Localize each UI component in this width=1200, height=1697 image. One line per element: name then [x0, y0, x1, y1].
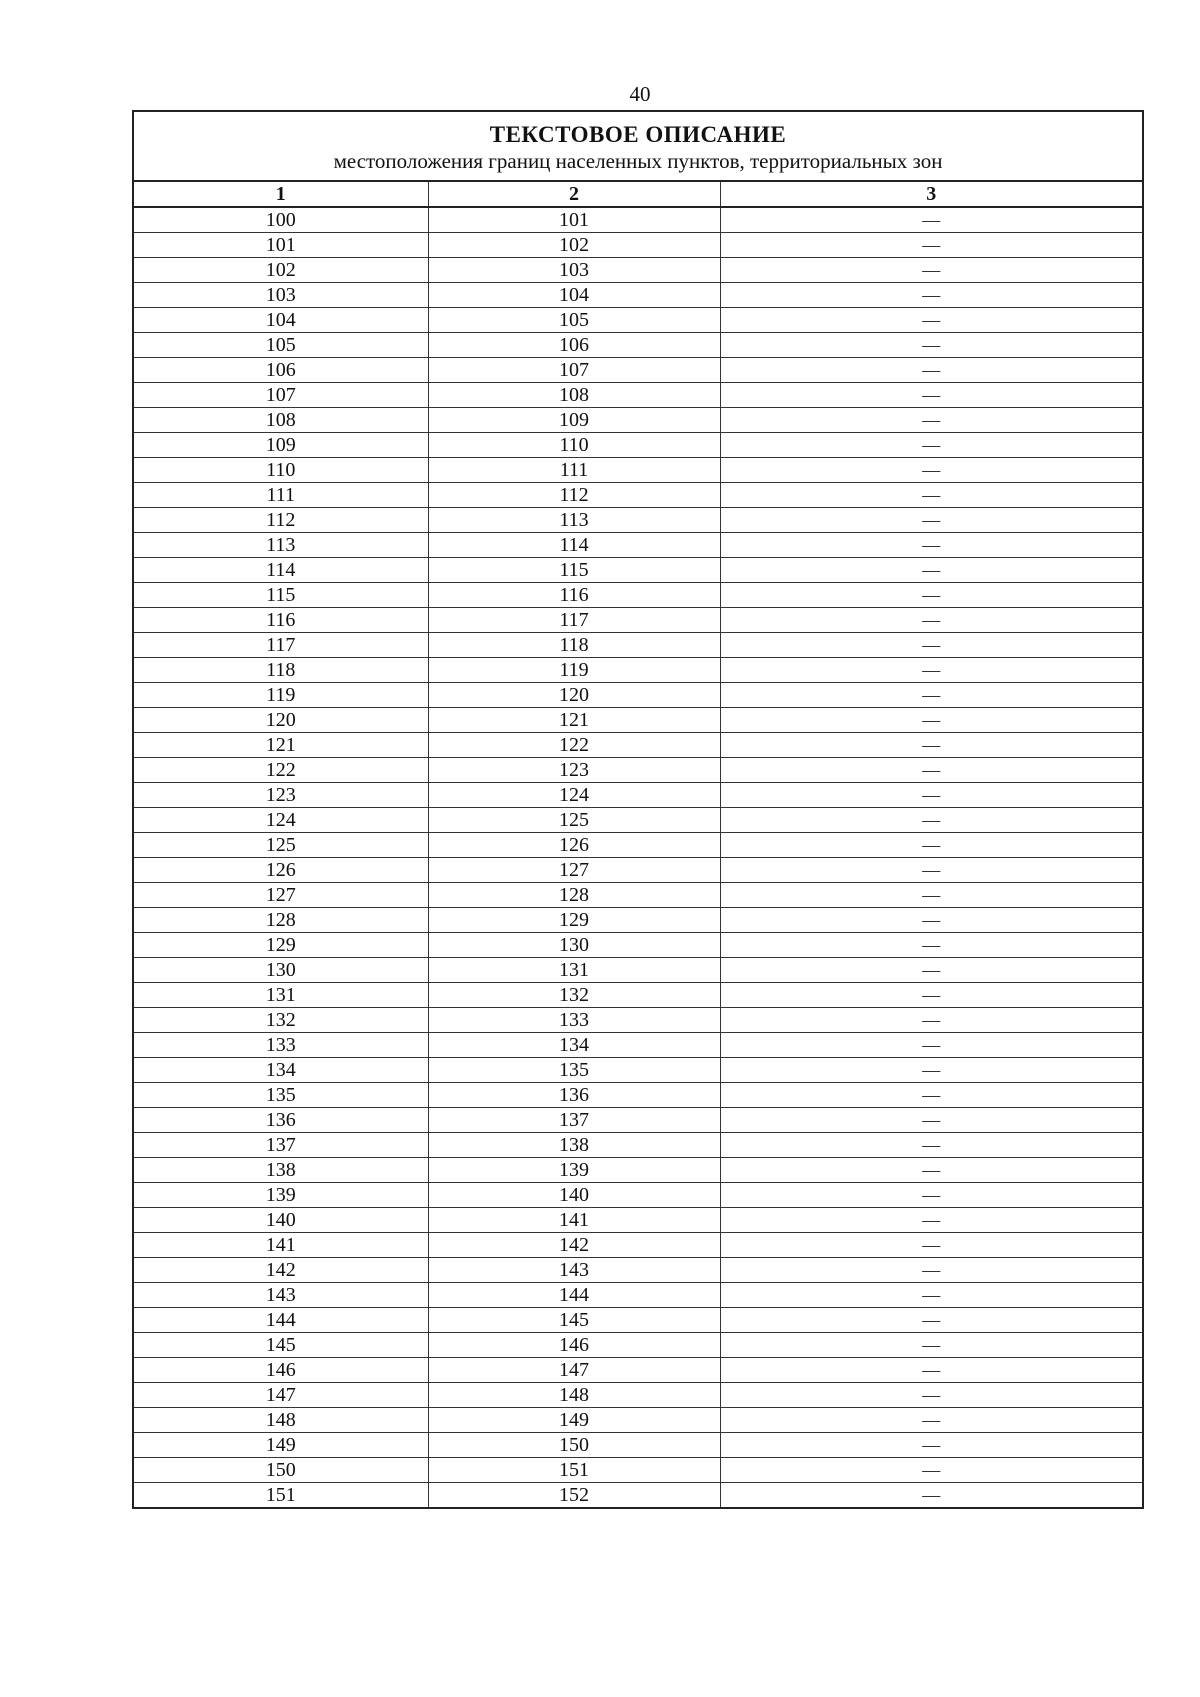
table-cell-col-3: —: [720, 1208, 1142, 1233]
table-cell-col-2: 141: [428, 1208, 720, 1233]
table-cell-col-2: 122: [428, 733, 720, 758]
table-cell-col-3: —: [720, 1483, 1142, 1508]
table-cell-col-3: —: [720, 1083, 1142, 1108]
table-cell-col-3: —: [720, 1433, 1142, 1458]
table-row: [134, 808, 1142, 833]
table-row: [134, 1033, 1142, 1058]
table-row: [134, 758, 1142, 783]
table-cell-col-2: 143: [428, 1258, 720, 1283]
table-cell-col-3: —: [720, 358, 1142, 383]
table-cell-col-2: 151: [428, 1458, 720, 1483]
table-cell-col-1: 137: [134, 1133, 428, 1158]
table-cell-col-3: —: [720, 1333, 1142, 1358]
table-cell-col-2: 137: [428, 1108, 720, 1133]
table-cell-col-1: 142: [134, 1258, 428, 1283]
table-cell-col-1: 145: [134, 1333, 428, 1358]
table-cell-col-2: 146: [428, 1333, 720, 1358]
table-cell-col-2: 117: [428, 608, 720, 633]
table-cell-col-1: 132: [134, 1008, 428, 1033]
table-cell-col-1: 150: [134, 1458, 428, 1483]
table-cell-col-1: 106: [134, 358, 428, 383]
table-cell-col-2: 110: [428, 433, 720, 458]
table-cell-col-2: 130: [428, 933, 720, 958]
table-cell-col-2: 109: [428, 408, 720, 433]
table-cell-col-1: 125: [134, 833, 428, 858]
table-row: [134, 1133, 1142, 1158]
coordinates-table: [134, 182, 1142, 1507]
table-cell-col-1: 114: [134, 558, 428, 583]
table-cell-col-2: 144: [428, 1283, 720, 1308]
table-cell-col-1: 124: [134, 808, 428, 833]
table-cell-col-2: 112: [428, 483, 720, 508]
table-cell-col-2: 142: [428, 1233, 720, 1258]
table-cell-col-2: 124: [428, 783, 720, 808]
table-row: [134, 1058, 1142, 1083]
table-cell-col-2: 150: [428, 1433, 720, 1458]
table-row: [134, 433, 1142, 458]
table-row: [134, 883, 1142, 908]
table-cell-col-1: 113: [134, 533, 428, 558]
table-cell-col-1: 121: [134, 733, 428, 758]
table-cell-col-1: 131: [134, 983, 428, 1008]
table-cell-col-2: 111: [428, 458, 720, 483]
table-row: [134, 1408, 1142, 1433]
table-cell-col-3: —: [720, 758, 1142, 783]
table-cell-col-1: 147: [134, 1383, 428, 1408]
table-cell-col-1: 100: [134, 207, 428, 233]
table-row: [134, 1308, 1142, 1333]
table-cell-col-3: —: [720, 258, 1142, 283]
table-row: [134, 1183, 1142, 1208]
table-cell-col-1: 143: [134, 1283, 428, 1308]
table-cell-col-2: 104: [428, 283, 720, 308]
table-cell-col-2: 113: [428, 508, 720, 533]
table-row: [134, 483, 1142, 508]
table-cell-col-3: —: [720, 1283, 1142, 1308]
table-row: [134, 633, 1142, 658]
table-cell-col-3: —: [720, 207, 1142, 233]
table-cell-col-2: 115: [428, 558, 720, 583]
table-cell-col-3: —: [720, 708, 1142, 733]
table-cell-col-3: —: [720, 1358, 1142, 1383]
table-cell-col-2: 129: [428, 908, 720, 933]
table-cell-col-3: —: [720, 633, 1142, 658]
table-cell-col-3: —: [720, 1058, 1142, 1083]
table-cell-col-1: 134: [134, 1058, 428, 1083]
table-cell-col-1: 148: [134, 1408, 428, 1433]
table-cell-col-2: 133: [428, 1008, 720, 1033]
table-cell-col-3: —: [720, 783, 1142, 808]
table-cell-col-1: 116: [134, 608, 428, 633]
table-cell-col-3: —: [720, 683, 1142, 708]
table-cell-col-3: —: [720, 1008, 1142, 1033]
table-row: [134, 1483, 1142, 1508]
table-row: [134, 1433, 1142, 1458]
table-cell-col-2: 140: [428, 1183, 720, 1208]
table-cell-col-3: —: [720, 408, 1142, 433]
table-cell-col-1: 136: [134, 1108, 428, 1133]
table-cell-col-3: —: [720, 983, 1142, 1008]
table-row: [134, 358, 1142, 383]
table-body: [134, 207, 1142, 1507]
table-row: [134, 1008, 1142, 1033]
table-row: [134, 283, 1142, 308]
page-number: 40: [629, 82, 651, 106]
table-cell-col-3: —: [720, 308, 1142, 333]
table-cell-col-3: —: [720, 533, 1142, 558]
table-cell-col-3: —: [720, 583, 1142, 608]
table-cell-col-1: 126: [134, 858, 428, 883]
table-cell-col-3: —: [720, 733, 1142, 758]
document-subtitle: местоположения границ населенных пунктов, территориальных зон: [333, 149, 943, 173]
table-cell-col-2: 149: [428, 1408, 720, 1433]
table-cell-col-2: 103: [428, 258, 720, 283]
table-cell-col-2: 152: [428, 1483, 720, 1508]
table-cell-col-2: 136: [428, 1083, 720, 1108]
table-cell-col-3: —: [720, 1258, 1142, 1283]
table-cell-col-1: 138: [134, 1158, 428, 1183]
table-cell-col-1: 129: [134, 933, 428, 958]
table-row: [134, 558, 1142, 583]
table-cell-col-3: —: [720, 1308, 1142, 1333]
table-cell-col-1: 118: [134, 658, 428, 683]
table-cell-col-2: 148: [428, 1383, 720, 1408]
table-cell-col-3: —: [720, 508, 1142, 533]
table-cell-col-3: —: [720, 1183, 1142, 1208]
table-cell-col-3: —: [720, 933, 1142, 958]
table-cell-col-1: 101: [134, 233, 428, 258]
table-cell-col-1: 107: [134, 383, 428, 408]
table-cell-col-3: —: [720, 283, 1142, 308]
table-row: [134, 1158, 1142, 1183]
table-row: [134, 1458, 1142, 1483]
table-cell-col-1: 112: [134, 508, 428, 533]
table-cell-col-3: —: [720, 333, 1142, 358]
table-row: [134, 583, 1142, 608]
table-cell-col-1: 127: [134, 883, 428, 908]
table-row: [134, 733, 1142, 758]
table-cell-col-3: —: [720, 558, 1142, 583]
table-cell-col-2: 145: [428, 1308, 720, 1333]
table-row: [134, 708, 1142, 733]
table-cell-col-3: —: [720, 1408, 1142, 1433]
table-cell-col-1: 102: [134, 258, 428, 283]
table-row: [134, 258, 1142, 283]
table-cell-col-2: 128: [428, 883, 720, 908]
table-row: [134, 333, 1142, 358]
table-cell-col-1: 110: [134, 458, 428, 483]
table-row: [134, 207, 1142, 233]
table-cell-col-1: 115: [134, 583, 428, 608]
table-cell-col-2: 108: [428, 383, 720, 408]
table-cell-col-2: 123: [428, 758, 720, 783]
column-header-row: [134, 182, 1142, 207]
table-cell-col-3: —: [720, 808, 1142, 833]
table-cell-col-2: 114: [428, 533, 720, 558]
table-row: [134, 458, 1142, 483]
table-cell-col-3: —: [720, 433, 1142, 458]
table-cell-col-3: —: [720, 1458, 1142, 1483]
table-cell-col-2: 125: [428, 808, 720, 833]
table-row: [134, 1358, 1142, 1383]
table-cell-col-2: 132: [428, 983, 720, 1008]
table-row: [134, 233, 1142, 258]
table-cell-col-2: 102: [428, 233, 720, 258]
table-row: [134, 1383, 1142, 1408]
table-cell-col-2: 138: [428, 1133, 720, 1158]
table-cell-col-2: 134: [428, 1033, 720, 1058]
table-row: [134, 1083, 1142, 1108]
table-cell-col-2: 126: [428, 833, 720, 858]
table-cell-col-3: —: [720, 1233, 1142, 1258]
table-cell-col-1: 151: [265, 1484, 296, 1507]
table-cell-col-3: —: [720, 658, 1142, 683]
table-cell-col-3: —: [720, 383, 1142, 408]
table-row: [134, 1108, 1142, 1133]
table-cell-col-3: —: [720, 608, 1142, 633]
table-header-block: [134, 112, 1142, 182]
table-row: [134, 683, 1142, 708]
table-cell-col-1: 140: [134, 1208, 428, 1233]
table-row: [134, 833, 1142, 858]
table-cell-col-1: 122: [134, 758, 428, 783]
table-cell-col-1: 135: [134, 1083, 428, 1108]
table-cell-col-1: 123: [134, 783, 428, 808]
table-cell-col-3: —: [720, 483, 1142, 508]
table-cell-col-1: 130: [134, 958, 428, 983]
table-cell-col-1: 119: [134, 683, 428, 708]
table-row: [134, 408, 1142, 433]
table-cell-col-3: —: [720, 1158, 1142, 1183]
table-cell-col-2: 118: [428, 633, 720, 658]
table-cell-col-2: 105: [428, 308, 720, 333]
table-cell-col-3: —: [720, 908, 1142, 933]
table-cell-col-3: —: [720, 1033, 1142, 1058]
table-cell-col-1: 149: [134, 1433, 428, 1458]
table-cell-col-3: —: [720, 1108, 1142, 1133]
table-cell-col-3: —: [720, 233, 1142, 258]
table-cell-col-3: —: [720, 858, 1142, 883]
table-cell-col-2: 147: [428, 1358, 720, 1383]
table-row: [134, 1233, 1142, 1258]
table-cell-col-1: 108: [134, 408, 428, 433]
table-row: [134, 1258, 1142, 1283]
table-cell-col-2: 119: [428, 658, 720, 683]
table-cell-col-2: 107: [428, 358, 720, 383]
table-cell-col-3: —: [720, 1383, 1142, 1408]
table-cell-col-1: 128: [134, 908, 428, 933]
table-cell-col-2: 106: [428, 333, 720, 358]
table-row: [134, 383, 1142, 408]
table-cell-col-2: 121: [428, 708, 720, 733]
table-cell-col-1: 109: [134, 433, 428, 458]
table-cell-col-1: 133: [134, 1033, 428, 1058]
table-cell-col-1: 111: [134, 483, 428, 508]
table-row: [134, 1283, 1142, 1308]
table-cell-col-1: 105: [134, 333, 428, 358]
table-cell-col-2: 131: [428, 958, 720, 983]
table-cell-col-1: 139: [134, 1183, 428, 1208]
table-row: [134, 933, 1142, 958]
table-row: [134, 1333, 1142, 1358]
table-cell-col-1: 146: [134, 1358, 428, 1383]
table-cell-col-2: 101: [428, 207, 720, 233]
table-cell-col-2: 116: [428, 583, 720, 608]
table-cell-col-2: 120: [428, 683, 720, 708]
column-header-1: 1: [134, 182, 428, 207]
column-header-2: 2: [428, 182, 720, 207]
table-cell-col-2: 127: [428, 858, 720, 883]
boundary-description-table: [132, 110, 1144, 1509]
table-cell-col-1: 103: [134, 283, 428, 308]
table-cell-col-3: —: [720, 958, 1142, 983]
table-row: [134, 958, 1142, 983]
table-row: [134, 533, 1142, 558]
table-row: [134, 908, 1142, 933]
table-row: [134, 1208, 1142, 1233]
table-row: [134, 783, 1142, 808]
table-cell-col-3: —: [720, 883, 1142, 908]
table-cell-col-1: 120: [134, 708, 428, 733]
table-cell-col-1: 104: [134, 308, 428, 333]
table-cell-col-3: —: [720, 458, 1142, 483]
table-cell-col-1: 141: [134, 1233, 428, 1258]
table-row: [134, 858, 1142, 883]
table-cell-col-3: —: [720, 833, 1142, 858]
table-row: [134, 608, 1142, 633]
table-cell-col-2: 139: [428, 1158, 720, 1183]
table-cell-col-1: 117: [134, 633, 428, 658]
table-row: [134, 658, 1142, 683]
table-cell-col-2: 135: [428, 1058, 720, 1083]
table-row: [134, 508, 1142, 533]
table-cell-col-1: 144: [134, 1308, 428, 1333]
table-cell-col-3: —: [720, 1133, 1142, 1158]
column-header-3: 3: [720, 182, 1142, 207]
table-row: [134, 308, 1142, 333]
table-row: [134, 983, 1142, 1008]
document-title: ТЕКСТОВОЕ ОПИСАНИЕ: [489, 122, 787, 147]
